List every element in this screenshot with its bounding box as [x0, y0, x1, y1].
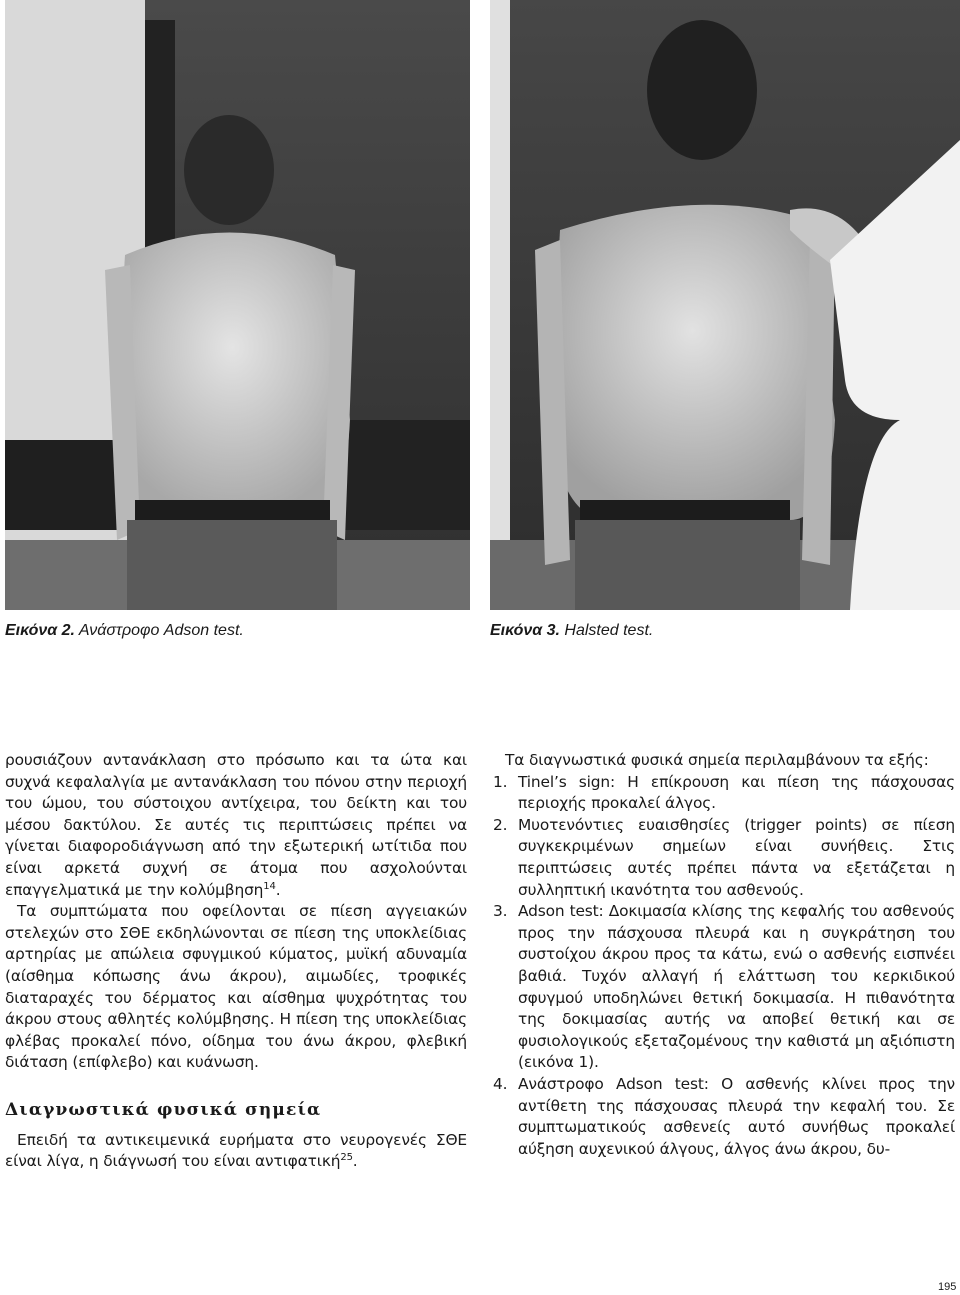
- figure-2-caption: [5, 622, 244, 640]
- list-item: [493, 1074, 955, 1160]
- figure-3-photo: [490, 0, 960, 610]
- paragraph-3: [5, 1130, 467, 1173]
- paragraph-2: Τα συμπτώματα που οφείλονται σε πίεση αγγειακών στελεχών στο ΣΘΕ εκδηλώνονται σε πίεση της υποκλείδιας αρτηρίας με απώλεια σφυγμικού κύματος, μυϊκή αδυναμία (αίσθημα κόπωσης άνω άκρου), αιμωδίες, τροφικές διαταραχές του δέρματος και αίσθημα ψυχρότητας του άκρου στους αθλητές κολύμβησης. Η πίεση της υποκλείδιας φλέβας προκαλεί πόνο, οίδημα του άνω άκρου, φλεβική διάταση (επίφλεβο) και κυάνωση.: [5, 902, 467, 1072]
- list-item-text: Tinel’s sign: Η επίκρουση και πίεση της πάσχουσας περιοχής προκαλεί άλγος.: [518, 772, 955, 813]
- list-item-text: Adson test: Δοκιμασία κλίσης της κεφαλής του ασθενούς προς την πάσχουσα πλευρά και η συγκράτηση του συστοίχου άκρου προς τα κάτω, ενώ ο ασθενής εισπνέει βαθιά. Τυχόν αλλαγή ή ελάττωση του κερκιδικού σφυγμού υποδηλώνει θετική δοκιμασία. Η πιθανότητα της δοκιμασίας αυτής να αποβεί θετική και σε φυσιολογικούς εξεταζομένους την καθιστά μη αξιόπιστη (εικόνα 1).: [518, 902, 955, 1072]
- list-item: [493, 815, 955, 901]
- paragraph-1-text: ρουσιάζουν αντανάκλαση στο πρόσωπο και τα ώτα και συχνά κεφαλαλγία με αντανάκλαση του πόνου στην περιοχή του ώμου, του σύστοιχου αντίχειρα, του δείκτη και του μέσου δακτύλου. Σε αυτές τις περιπτώσεις πρέπει να γίνεται διαφοροδιάγνωση από την εξωτερική ωτίτιδα που είναι αρκετά συχνή σε άτομα που ασχολούνται επαγγελματικά με την κολύμβηση: [5, 751, 467, 899]
- left-column: [5, 750, 467, 1173]
- list-item-number: 3.: [493, 902, 508, 921]
- list-item-number: 2.: [493, 815, 508, 834]
- diagnostic-signs-list: [493, 772, 955, 1161]
- paragraph-1-end: .: [275, 880, 281, 899]
- paragraph-3-text: Επειδή τα αντικειμενικά ευρήματα στο νευρογενές ΣΘΕ είναι λίγα, η διάγνωσή του είναι αντιφατική: [5, 1130, 467, 1171]
- figure-3-text: Halsted test.: [564, 622, 654, 639]
- list-item-text: Μυοτενόντιες ευαισθησίες (trigger points) σε πίεση συγκεκριμένων σημείων είναι συνήθεις. Στις περιπτώσεις αυτές πρέπει πάντα να εξετάζεται η συλληπτική ικανότητα του ασθενούς.: [518, 815, 955, 899]
- figure-2-photo: [5, 0, 470, 610]
- reference-14: 14: [263, 880, 276, 892]
- page-number: 195: [938, 1281, 957, 1293]
- reference-25: 25: [340, 1152, 353, 1164]
- paragraph-1: [5, 750, 467, 901]
- list-item-number: 4.: [493, 1074, 508, 1093]
- list-item-text: Ανάστροφο Adson test: Ο ασθενής κλίνει προς την αντίθετη της πάσχουσας πλευρά την κεφαλή του. Σε συμπτωματικούς ασθενείς αυτό συνήθως προκαλεί αύξηση αυχενικού άλγους, άλγος άνω άκρου, δυ-: [518, 1074, 955, 1158]
- right-column: [493, 750, 955, 1160]
- list-intro: Τα διαγνωστικά φυσικά σημεία περιλαμβάνουν τα εξής:: [505, 751, 929, 769]
- figure-2-text: Ανάστροφο Adson test.: [78, 622, 244, 639]
- figure-3-label: Εικόνα 3.: [490, 622, 560, 639]
- figure-2-label: Εικόνα 2.: [5, 622, 75, 639]
- paragraph-3-end: .: [352, 1152, 358, 1171]
- list-item: [493, 772, 955, 815]
- list-item-number: 1.: [493, 772, 508, 791]
- list-item: [493, 901, 955, 1074]
- figure-3-caption: [490, 622, 653, 640]
- section-heading: Διαγνωστικά φυσικά σημεία: [5, 1099, 322, 1120]
